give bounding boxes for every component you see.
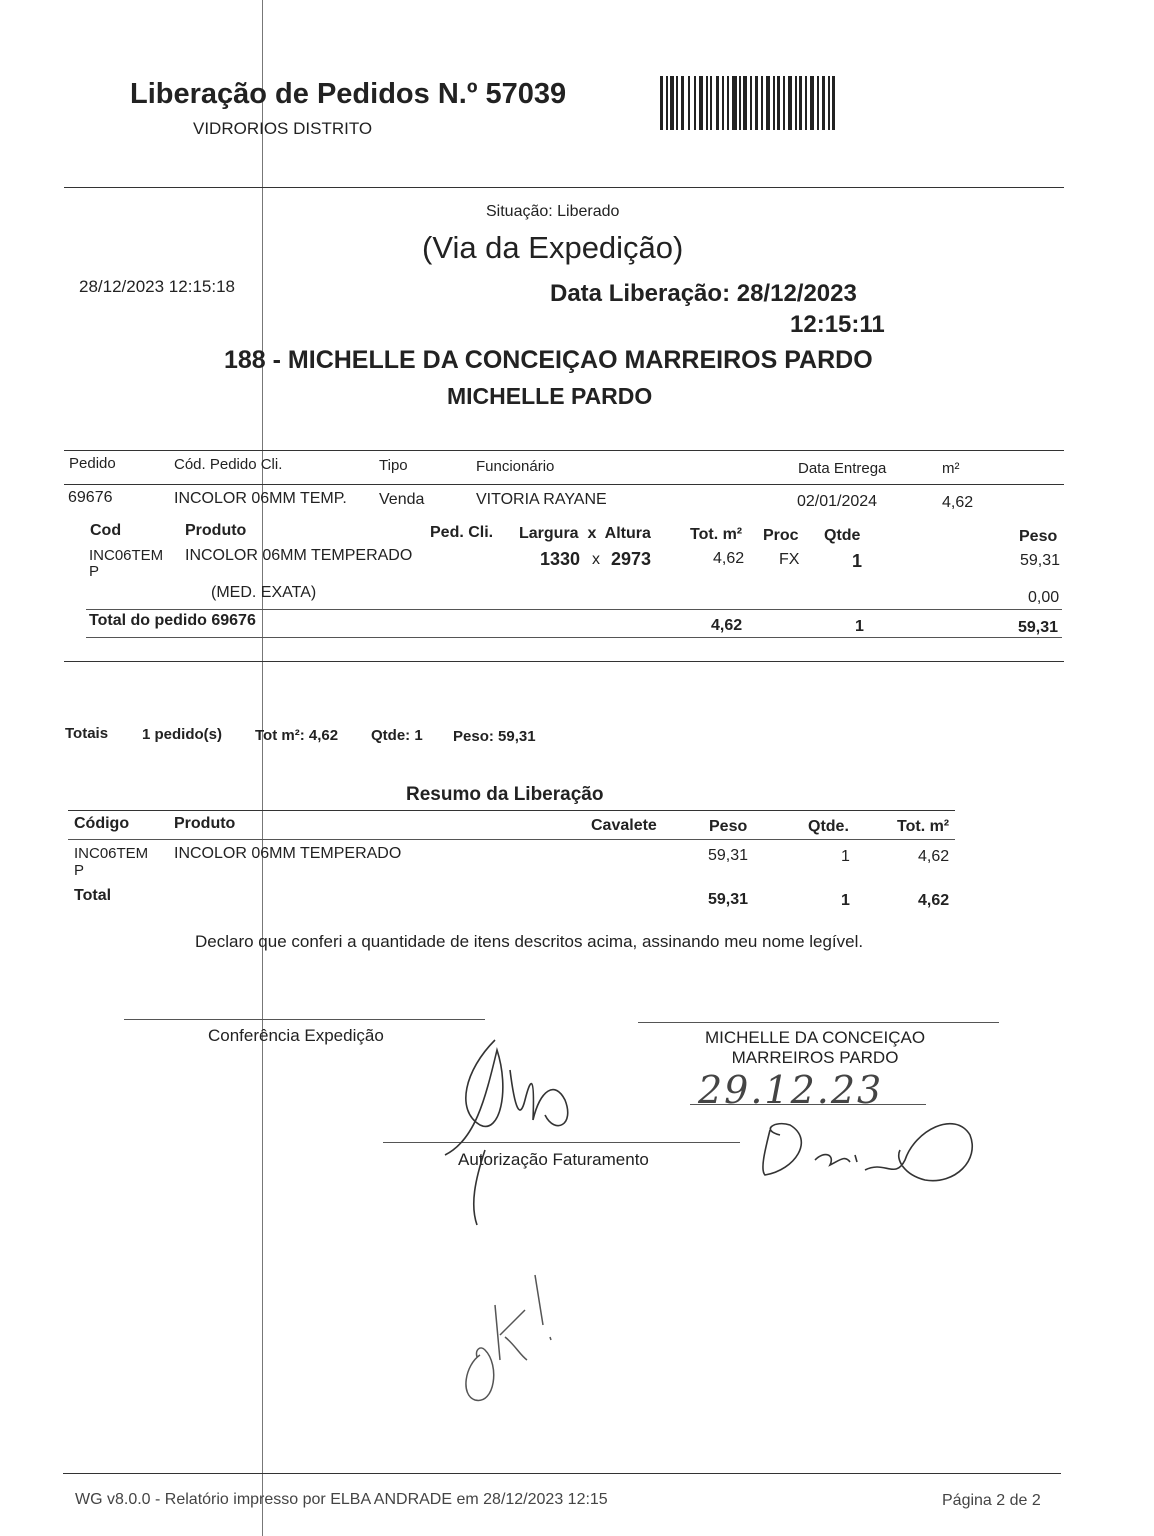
handwritten-date: 29.12.23 bbox=[698, 1068, 884, 1112]
order-total-peso: 59,31 bbox=[1018, 619, 1059, 636]
order-total-qtde: 1 bbox=[855, 618, 864, 635]
barcode-image bbox=[660, 76, 835, 130]
conferencia-label: Conferência Expedição bbox=[208, 1026, 384, 1045]
client-sign-name-line2: MARREIROS PARDO bbox=[731, 1048, 899, 1067]
summary-codigo-line1: INC06TEM bbox=[74, 845, 149, 862]
header-divider bbox=[64, 187, 1064, 188]
order-table-top-line bbox=[64, 450, 1064, 451]
summary-peso: 59,31 bbox=[708, 847, 749, 864]
item-largura-altura-header: Largura x Altura bbox=[519, 525, 651, 542]
order-total-bottom-line bbox=[86, 637, 1062, 638]
summary-codigo-line2: P bbox=[74, 862, 85, 879]
footer-divider bbox=[63, 1473, 1061, 1474]
autorizacao-label: Autorização Faturamento bbox=[458, 1150, 649, 1169]
summary-title: Resumo da Liberação bbox=[406, 784, 604, 805]
totals-label: Totais bbox=[65, 725, 109, 742]
summary-total-peso: 59,31 bbox=[708, 891, 749, 908]
client-signature-line bbox=[638, 1022, 999, 1023]
via-title: (Via da Expedição) bbox=[422, 230, 684, 265]
summary-header-line bbox=[68, 839, 955, 840]
item-qtde: 1 bbox=[852, 551, 863, 571]
item-ped-cli-header: Ped. Cli. bbox=[430, 524, 494, 541]
order-funcionario: VITORIA RAYANE bbox=[476, 491, 607, 508]
totals-tot-m2: Tot m²: 4,62 bbox=[255, 727, 339, 744]
order-total-m2: 4,62 bbox=[711, 617, 743, 634]
item-largura: 1330 bbox=[540, 549, 581, 569]
item-x-separator: x bbox=[592, 551, 600, 568]
summary-total-qtde: 1 bbox=[841, 892, 850, 909]
summary-codigo-header: Código bbox=[74, 815, 130, 832]
summary-total-tot-m2: 4,62 bbox=[918, 892, 950, 909]
item-tot-m2-header: Tot. m² bbox=[690, 526, 743, 543]
col-cod-pedido-cli-header: Cód. Pedido Cli. bbox=[174, 456, 283, 473]
item-qtde-header: Qtde bbox=[824, 527, 861, 544]
declaration-text: Declaro que conferi a quantidade de itens descritos acima, assinando meu nome legível. bbox=[195, 932, 864, 951]
col-tipo-header: Tipo bbox=[379, 457, 408, 474]
item-cod-header: Cod bbox=[90, 522, 122, 539]
item-produto-header: Produto bbox=[185, 522, 247, 539]
item-tot-m2: 4,62 bbox=[713, 550, 745, 567]
item-proc: FX bbox=[779, 551, 800, 568]
item-peso: 59,31 bbox=[1020, 552, 1061, 569]
document-title: Liberação de Pedidos N.º 57039 bbox=[130, 78, 567, 110]
footer-page-number: Página 2 de 2 bbox=[942, 1492, 1041, 1509]
item-proc-header: Proc bbox=[763, 527, 799, 544]
sub-item-desc: (MED. EXATA) bbox=[211, 584, 317, 601]
col-funcionario-header: Funcionário bbox=[476, 458, 555, 475]
totals-peso: Peso: 59,31 bbox=[453, 728, 536, 745]
summary-produto-header: Produto bbox=[174, 815, 236, 832]
footer-printed-by: WG v8.0.0 - Relatório impresso por ELBA ANDRADE em 28/12/2023 12:15 bbox=[75, 1491, 608, 1508]
order-cod-cli: INCOLOR 06MM TEMP. bbox=[174, 490, 347, 507]
item-cod-line1: INC06TEM bbox=[89, 547, 164, 564]
sub-item-peso: 0,00 bbox=[1028, 589, 1060, 606]
summary-tot-m2-header: Tot. m² bbox=[897, 818, 950, 835]
summary-top-line bbox=[68, 810, 955, 811]
release-date: Data Liberação: 28/12/2023 bbox=[550, 280, 857, 307]
summary-total-label: Total bbox=[74, 887, 112, 904]
totals-qtde: Qtde: 1 bbox=[371, 727, 423, 744]
summary-peso-header: Peso bbox=[709, 818, 748, 835]
item-total-line bbox=[86, 609, 1062, 610]
handwritten-ok-mark bbox=[455, 1265, 565, 1415]
col-data-entrega-header: Data Entrega bbox=[798, 460, 887, 477]
order-section-end-line bbox=[64, 661, 1064, 662]
client-short-name: MICHELLE PARDO bbox=[447, 383, 653, 409]
release-time: 12:15:11 bbox=[790, 311, 885, 338]
client-signature bbox=[755, 1100, 985, 1190]
summary-qtde: 1 bbox=[841, 848, 850, 865]
order-data-entrega: 02/01/2024 bbox=[797, 493, 878, 510]
scan-artifact-line bbox=[262, 0, 263, 1536]
item-produto: INCOLOR 06MM TEMPERADO bbox=[185, 547, 413, 564]
status-text: Situação: Liberado bbox=[486, 203, 620, 220]
item-cod-line2: P bbox=[89, 563, 100, 580]
summary-tot-m2: 4,62 bbox=[918, 848, 950, 865]
order-m2: 4,62 bbox=[942, 494, 974, 511]
col-pedido-header: Pedido bbox=[69, 455, 116, 472]
item-altura: 2973 bbox=[611, 549, 652, 569]
company-name: VIDRORIOS DISTRITO bbox=[193, 119, 373, 138]
authorization-signature bbox=[425, 1030, 625, 1230]
print-timestamp: 28/12/2023 12:15:18 bbox=[79, 277, 235, 296]
order-pedido: 69676 bbox=[68, 489, 113, 506]
client-full-name: 188 - MICHELLE DA CONCEIÇAO MARREIROS PARDO bbox=[224, 346, 873, 374]
order-total-label: Total do pedido 69676 bbox=[89, 612, 256, 629]
item-peso-header: Peso bbox=[1019, 528, 1058, 545]
client-sign-name-line1: MICHELLE DA CONCEIÇAO bbox=[704, 1028, 926, 1047]
order-header-line bbox=[64, 484, 1064, 485]
summary-qtde-header: Qtde. bbox=[808, 818, 849, 835]
totals-pedidos: 1 pedido(s) bbox=[142, 726, 223, 743]
col-m2-header: m² bbox=[942, 460, 960, 477]
summary-cavalete-header: Cavalete bbox=[591, 817, 657, 834]
conferencia-signature-line bbox=[124, 1019, 485, 1020]
summary-produto: INCOLOR 06MM TEMPERADO bbox=[174, 845, 402, 862]
order-tipo: Venda bbox=[379, 491, 425, 508]
